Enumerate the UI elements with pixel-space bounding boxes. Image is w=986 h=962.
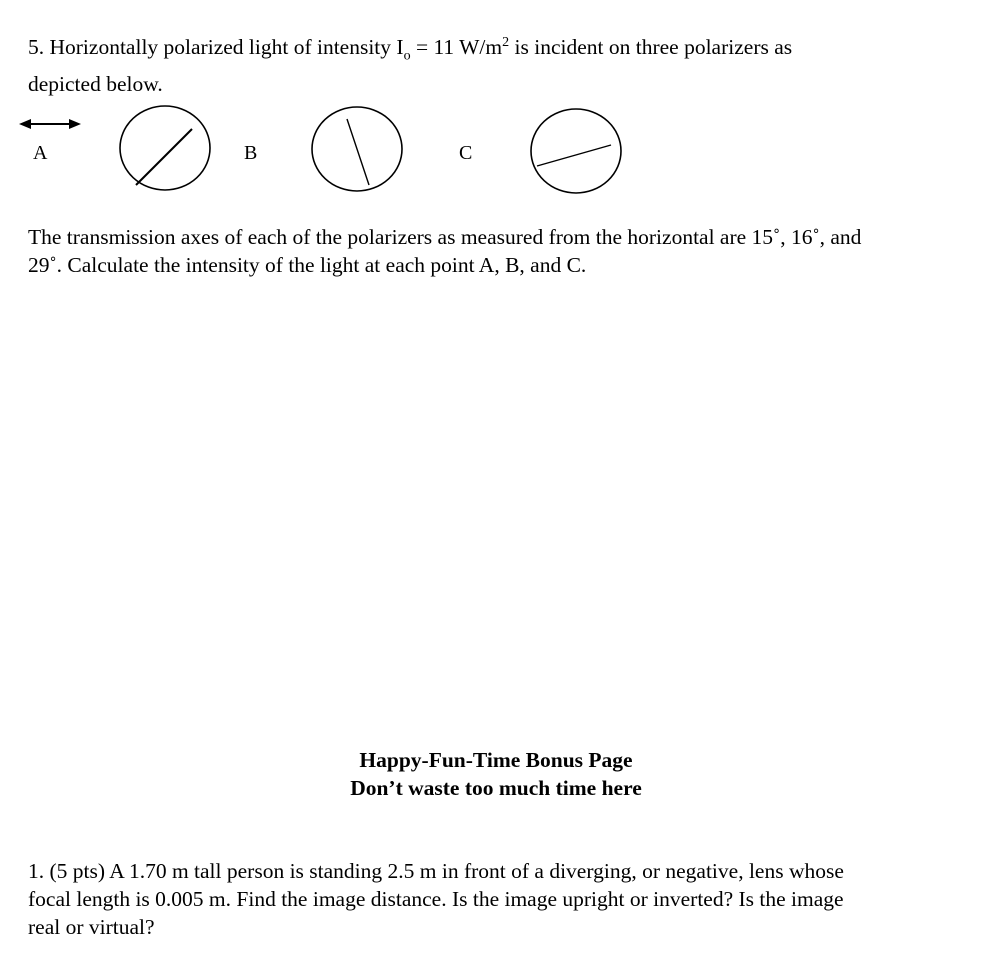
question-5-statement <box>28 29 968 98</box>
bonus-page-title: Happy-Fun-Time Bonus Page <box>359 748 633 772</box>
point-a-label: A <box>33 142 48 164</box>
point-c-label: C <box>459 142 473 164</box>
question-1-statement <box>28 857 968 941</box>
polarizer-1 <box>120 106 210 190</box>
bonus-page-subtitle: Don’t waste too much time here <box>350 776 642 800</box>
question-5-text-c: is incident on three polarizers as <box>509 35 793 60</box>
question-1-line2: focal length is 0.005 m. Find the image distance. Is the image upright or inverted? Is the image <box>28 887 844 911</box>
question-5-text-b: = 11 W/m <box>410 35 503 60</box>
polarizer-diagram <box>0 100 986 200</box>
question-1-line3: real or virtual? <box>28 915 155 939</box>
question-5-instructions-line2: 29˚. Calculate the intensity of the light at each point A, B, and C. <box>28 253 587 277</box>
polarizer-2 <box>312 107 402 191</box>
point-b-label: B <box>244 142 258 164</box>
question-5-text-line2: depicted below. <box>28 72 163 97</box>
polarizer-3 <box>531 109 621 193</box>
question-5-instructions-line1: The transmission axes of each of the polarizers as measured from the horizontal are 15˚, 16˚, and <box>28 225 862 249</box>
question-1-line1: 1. (5 pts) A 1.70 m tall person is standing 2.5 m in front of a diverging, or negative, lens whose <box>28 859 844 883</box>
question-5-text-a: 5. Horizontally polarized light of intensity I <box>28 35 404 60</box>
intensity-subscript: o <box>403 48 411 64</box>
unit-superscript: 2 <box>502 35 510 50</box>
polarization-arrow-icon <box>19 119 81 129</box>
question-5-instructions <box>28 223 968 279</box>
